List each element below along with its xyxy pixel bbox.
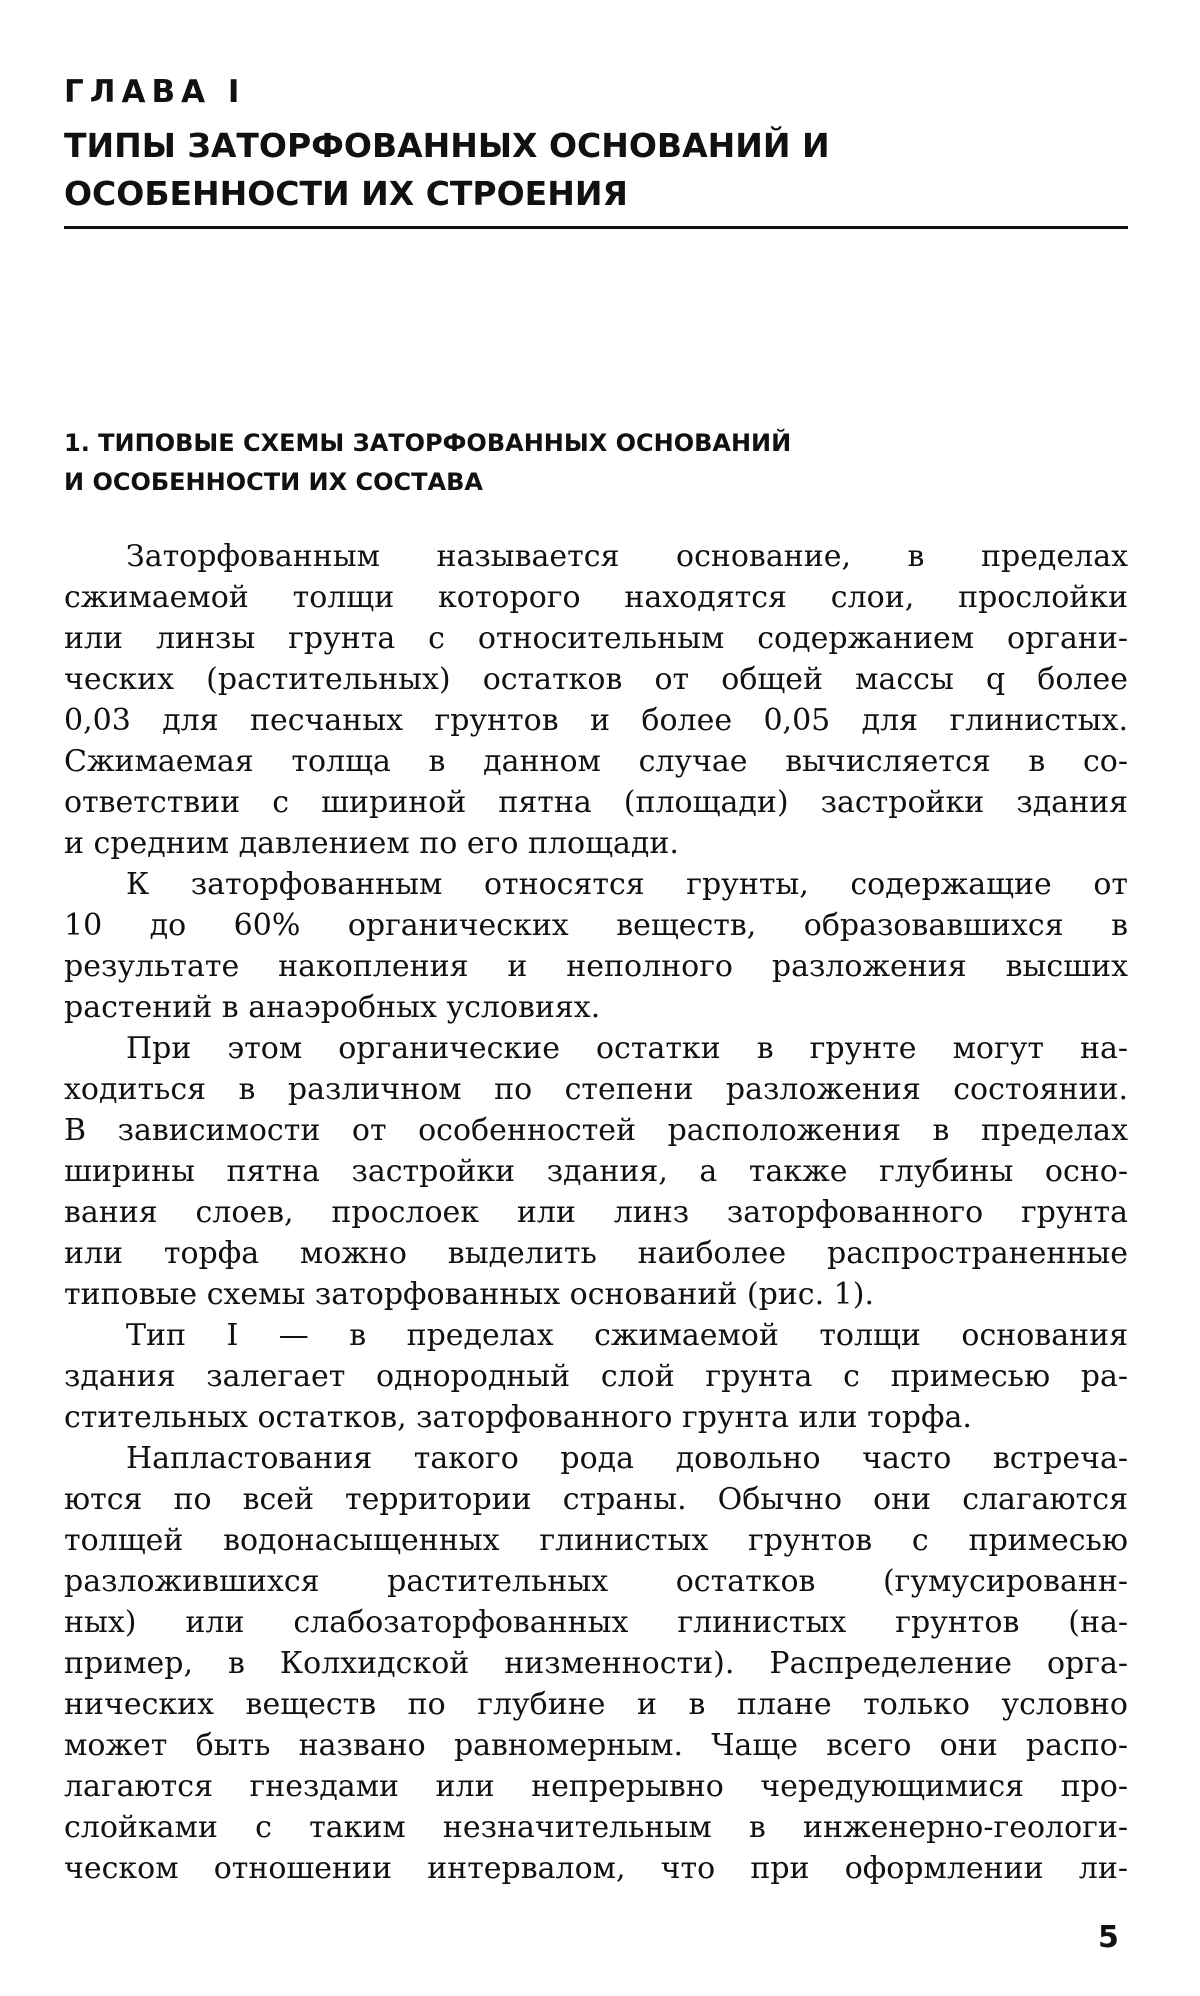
paragraph-line: разложившихся растительных остатков (гумусированн- [64, 1564, 1128, 1599]
paragraph-line: лагаются гнездами или непрерывно чередующимися про- [64, 1769, 1128, 1804]
paragraph-line: ответствии с шириной пятна (площади) застройки здания [64, 785, 1128, 820]
paragraph-line: В зависимости от особенностей расположения в пределах [64, 1113, 1128, 1148]
paragraph-line: или линзы грунта с относительным содержанием органи- [64, 621, 1128, 656]
paragraph-line: Заторфованным называется основание, в пределах [126, 539, 1128, 574]
chapter-title-line: ТИПЫ ЗАТОРФОВАННЫХ ОСНОВАНИЙ И [64, 126, 830, 165]
paragraph-line: К заторфованным относятся грунты, содержащие от [126, 867, 1128, 902]
paragraph-line: Сжимаемая толща в данном случае вычисляется в со- [64, 744, 1128, 779]
paragraph-line: нических веществ по глубине и в плане только условно [64, 1687, 1128, 1722]
paragraph-line: сжимаемой толщи которого находятся слои, прослойки [64, 580, 1128, 615]
paragraph-line: ческих (растительных) остатков от общей массы q более [64, 662, 1128, 697]
section-title-line: И ОСОБЕННОСТИ ИХ СОСТАВА [64, 468, 483, 496]
paragraph-line: Тип I — в пределах сжимаемой толщи основания [126, 1318, 1128, 1353]
section-title [64, 424, 1124, 502]
paragraph-line: вания слоев, прослоек или линз заторфованного грунта [64, 1195, 1128, 1230]
chapter-label: ГЛАВА I [64, 74, 246, 110]
paragraph-line: ются по всей территории страны. Обычно они слагаются [64, 1482, 1128, 1517]
paragraph-line: результате накопления и неполного разложения высших [64, 949, 1128, 984]
paragraph-line: растений в анаэробных условиях. [64, 990, 601, 1025]
paragraph-line: типовые схемы заторфованных оснований (рис. 1). [64, 1277, 874, 1312]
body-text [64, 536, 1128, 1889]
paragraph-line: или торфа можно выделить наиболее распространенные [64, 1236, 1128, 1271]
paragraph-line: Напластования такого рода довольно часто встреча- [126, 1441, 1128, 1476]
paragraph-line: ных) или слабозаторфованных глинистых грунтов (на- [64, 1605, 1128, 1640]
paragraph-line: При этом органические остатки в грунте могут на- [126, 1031, 1128, 1066]
paragraph-line: стительных остатков, заторфованного грунта или торфа. [64, 1400, 972, 1435]
paragraph-line: здания залегает однородный слой грунта с примесью ра- [64, 1359, 1128, 1394]
title-rule [64, 226, 1128, 229]
page-number: 5 [1098, 1920, 1119, 1955]
paragraph-line: ширины пятна застройки здания, а также глубины осно- [64, 1154, 1128, 1189]
section-title-line: 1. ТИПОВЫЕ СХЕМЫ ЗАТОРФОВАННЫХ ОСНОВАНИЙ [64, 429, 792, 457]
paragraph-line: может быть названо равномерным. Чаще всего они распо- [64, 1728, 1128, 1763]
paragraph-line: ходиться в различном по степени разложения состоянии. [64, 1072, 1128, 1107]
paragraph-line: пример, в Колхидской низменности). Распределение орга- [64, 1646, 1128, 1681]
paragraph-line: 10 до 60% органических веществ, образовавшихся в [64, 908, 1128, 943]
paragraph-line: и средним давлением по его площади. [64, 826, 679, 861]
paragraph-line: ческом отношении интервалом, что при оформлении ли- [64, 1851, 1128, 1886]
paragraph-line: слойками с таким незначительным в инженерно-геологи- [64, 1810, 1128, 1845]
chapter-title [64, 122, 1124, 218]
paragraph-line: толщей водонасыщенных глинистых грунтов с примесью [64, 1523, 1128, 1558]
chapter-title-line: ОСОБЕННОСТИ ИХ СТРОЕНИЯ [64, 174, 628, 213]
paragraph-line: 0,03 для песчаных грунтов и более 0,05 для глинистых. [64, 703, 1128, 738]
